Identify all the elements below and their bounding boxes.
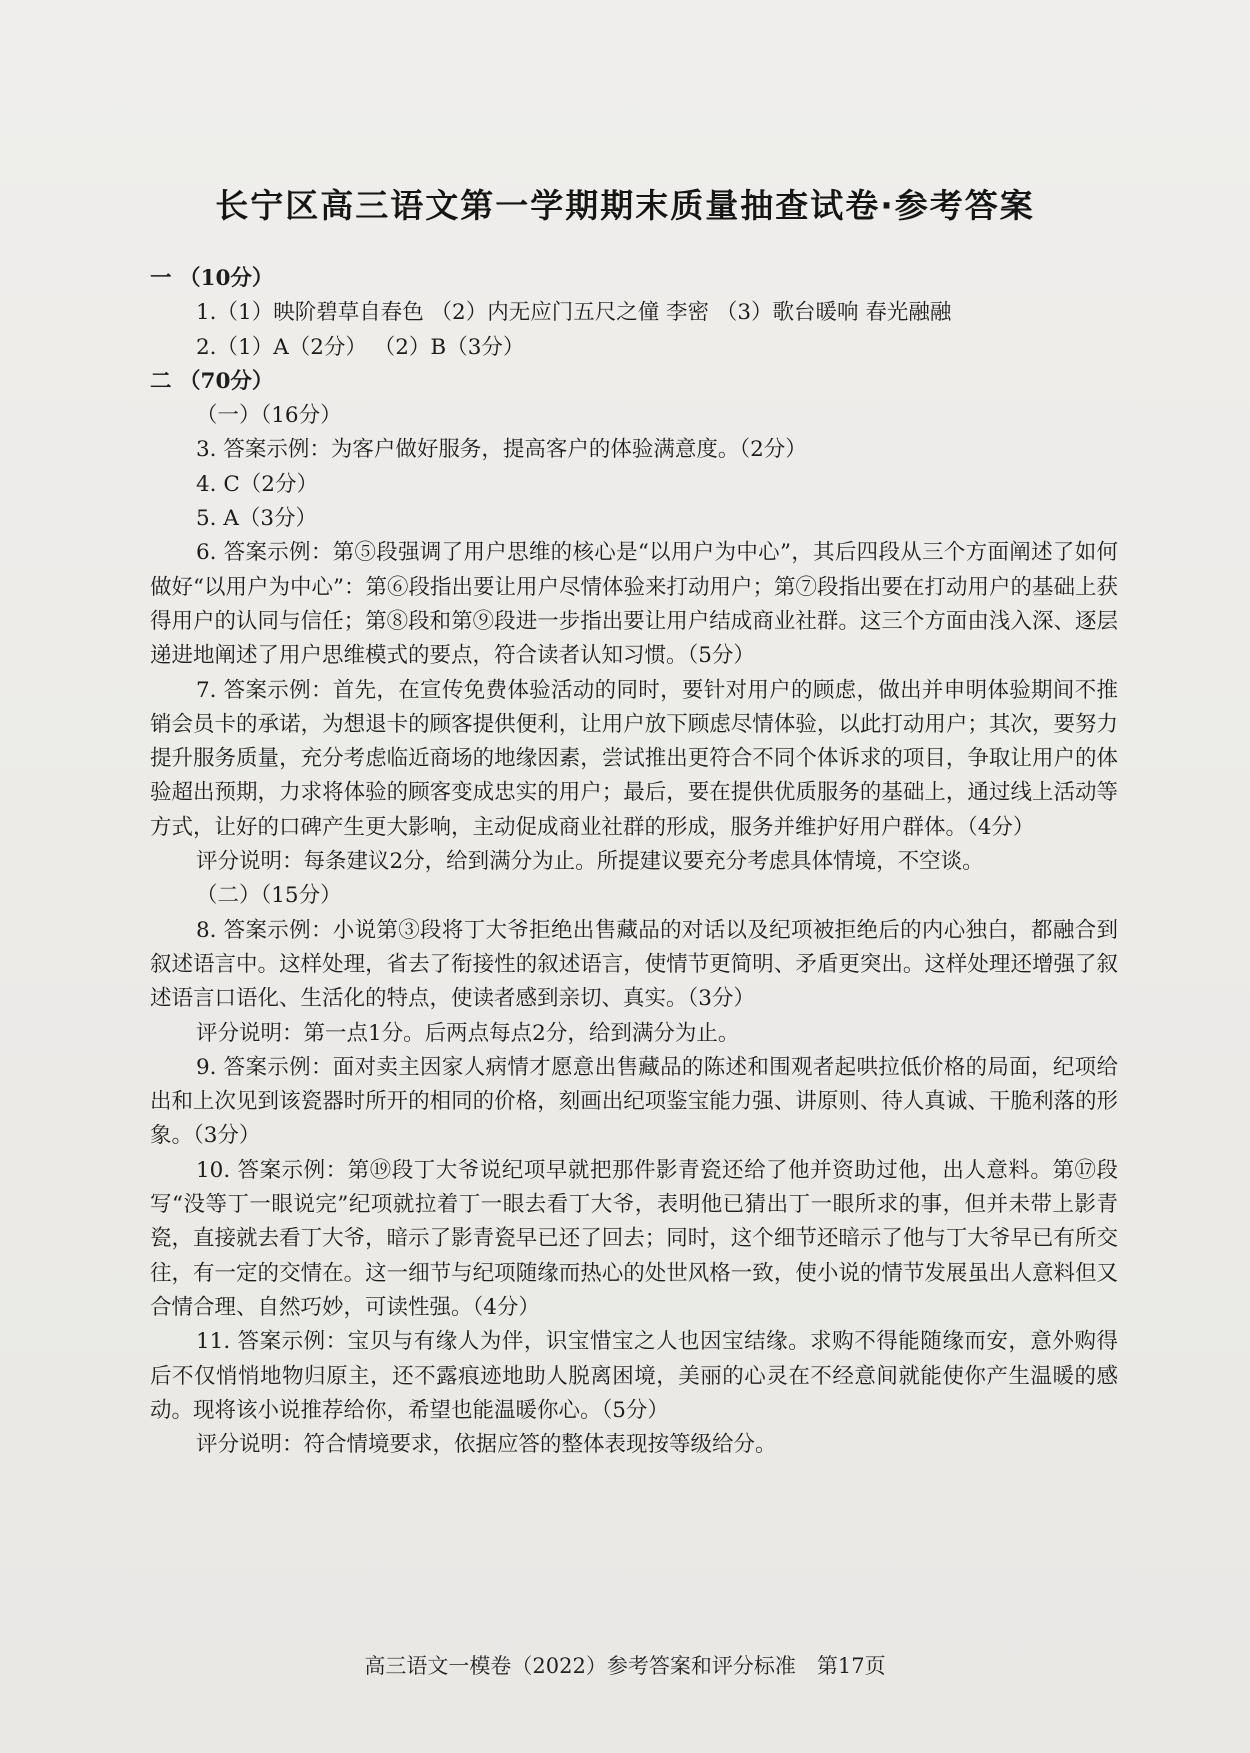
scoring-note-q11: 评分说明：符合情境要求，依据应答的整体表现按等级给分。 xyxy=(196,1432,777,1458)
answer-q4: 4. C（2分） xyxy=(196,471,318,497)
answer-content xyxy=(150,262,1118,1462)
scoring-note-q8: 评分说明：第一点1分。后两点每点2分，给到满分为止。 xyxy=(196,1020,740,1046)
section-two-heading: 二 （70分） xyxy=(150,368,274,394)
answer-q7: 7. 答案示例：首先，在宣传免费体验活动的同时，要针对用户的顾虑，做出并申明体验期间不推销会员卡的承诺，为想退卡的顾客提供便利，让用户放下顾虑尽情体验，以此打动用户；其次，要努力提升服务质量，充分考虑临近商场的地缘因素，尝试推出更符合不同个体诉求的项目，争取让用户的体验超出预期，力求将体验的顾客变成忠实的用户；最后，要在提供优质服务的基础上，通过线上活动等方式，让好的口碑产生更大影响，主动促成商业社群的形成，服务并维护好用户群体。（4分） xyxy=(150,677,1118,840)
answer-q5: 5. A（3分） xyxy=(196,506,318,532)
answer-q9: 9. 答案示例：面对卖主因家人病情才愿意出售藏品的陈述和围观者起哄拉低价格的局面，纪项给出和上次见到该瓷器时所开的相同的价格，刻画出纪项鉴宝能力强、讲原则、待人真诚、干脆利落的形象。（3分） xyxy=(150,1054,1118,1149)
section-one-heading: 一 （10分） xyxy=(150,266,274,291)
answer-q11: 11. 答案示例：宝贝与有缘人为伴，识宝惜宝之人也因宝结缘。求购不得能随缘而安，意外购得后不仅悄悄地物归原主，还不露痕迹地助人脱离困境，美丽的心灵在不经意间就能使你产生温暖的感动。现将该小说推荐给你，希望也能温暖你心。（5分） xyxy=(150,1329,1118,1423)
subsection-one-heading: （一）（16分） xyxy=(196,403,342,429)
answer-q1: 1.（1）映阶碧草自春色 （2）内无应门五尺之僮 李密 （3）歌台暖响 春光融融 xyxy=(196,300,952,326)
answer-q2: 2.（1）A（2分） （2）B（3分） xyxy=(196,334,525,360)
answer-q10: 10. 答案示例：第⑲段丁大爷说纪项早就把那件影青瓷还给了他并资助过他，出人意料。第⑰段写“没等丁一眼说完”纪项就拉着丁一眼去看丁大爷，表明他已猜出丁一眼所求的事，但并未带上影青瓷，直接就去看丁大爷，暗示了影青瓷早已还了回去；同时，这个细节还暗示了他与丁大爷早已有所交往，有一定的交情在。这一细节与纪项随缘而热心的处世风格一致，使小说的情节发展虽出人意料但又合情合理、自然巧妙，可读性强。（4分） xyxy=(150,1157,1118,1320)
answer-q6: 6. 答案示例：第⑤段强调了用户思维的核心是“以用户为中心”，其后四段从三个方面阐述了如何做好“以用户为中心”：第⑥段指出要让用户尽情体验来打动用户；第⑦段指出要在打动用户的基础上获得用户的认同与信任；第⑧段和第⑨段进一步指出要让用户结成商业社群。这三个方面由浅入深、逐层递进地阐述了用户思维模式的要点，符合读者认知习惯。（5分） xyxy=(150,540,1118,669)
page-title: 长宁区高三语文第一学期期末质量抽查试卷·参考答案 xyxy=(215,186,1035,225)
scoring-note-q7: 评分说明：每条建议2分，给到满分为止。所提建议要充分考虑具体情境，不空谈。 xyxy=(196,849,984,875)
answer-q8: 8. 答案示例：小说第③段将丁大爷拒绝出售藏品的对话以及纪项被拒绝后的内心独白，都融合到叙述语言中。这样处理，省去了衔接性的叙述语言，使情节更简明、矛盾更突出。这样处理还增强了叙述语言口语化、生活化的特点，使读者感到亲切、真实。（3分） xyxy=(150,917,1118,1012)
answer-q3: 3. 答案示例：为客户做好服务，提高客户的体验满意度。（2分） xyxy=(196,437,807,463)
page-footer: 高三语文一模卷（2022）参考答案和评分标准 第17页 xyxy=(364,1654,886,1678)
subsection-two-heading: （二）（15分） xyxy=(196,883,342,909)
